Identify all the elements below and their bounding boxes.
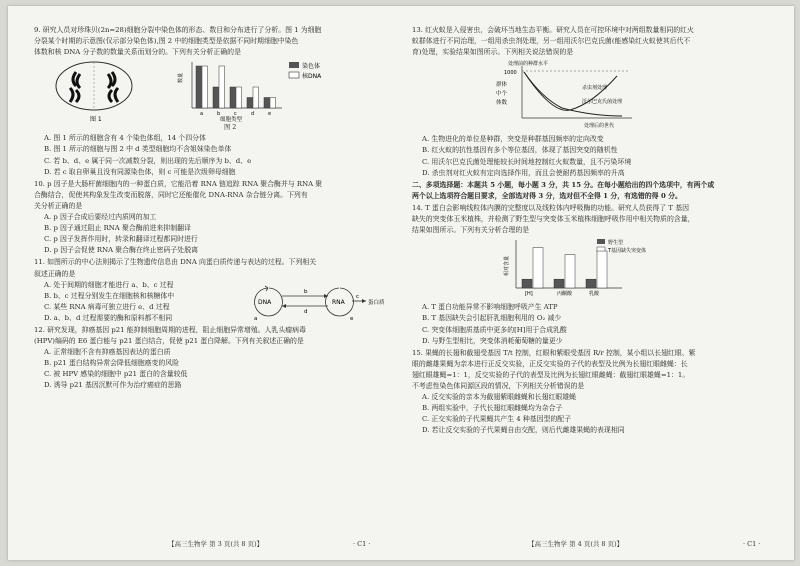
q11-stem-line: 叙述正确的是 [34,269,76,278]
left-page-code: · C1 · [353,540,371,548]
fig2-caption: 图 2 [224,124,237,132]
fig2-bar-a-dna [202,66,208,108]
q15-option-b[interactable]: B. 两组实验中，子代长翅红眼雌蝇均为杂合子 [422,404,563,413]
q12-stem-line: (HPV)编码的 E6 蛋白能与 p21 蛋白结合，促使 p21 蛋白降解。下列有关叙述正确的是 [34,337,304,346]
section-2-line2: 两个以上选项符合题目要求，全部选对得 3 分，选对但不全得 1 分，有选错的得 0 分。 [412,191,682,200]
fig2-bars [196,66,276,117]
q9-stem-line: 体数和核 DNA 分子数的数量关系而划分的。下列有关分析正确的是 [34,48,241,57]
fig2-bar-b-chromosome [213,87,219,108]
q13-xlabel: 处理后的世代 [584,123,615,130]
q9-option-d[interactable]: D. 若 c 取自卵巢且没有同源染色体，则 c 可能是次级卵母细胞 [44,167,236,176]
dogma-rna: RNA [332,298,345,306]
q13-curve2-label: 沃尔巴克氏菌处理 [582,99,623,106]
question-13 [412,25,774,179]
q10-option-a[interactable]: A. p 因子合成后要经过内质网的加工 [44,213,157,222]
q11-option-d[interactable]: D. a、b、d 过程需要的酶和原料都不相同 [44,313,173,322]
q14-bar-2-wild [586,279,596,288]
fig2-bar-d-chromosome [247,98,253,109]
q9-figure-svg [34,58,394,124]
q12-option-b[interactable]: B. p21 蛋白结构异常会降低细胞癌变的风险 [44,359,180,368]
q13-option-c[interactable]: C. 用沃尔巴克氏菌处理能较长时间地控制红火蚁数量，且不污染环境 [422,157,632,166]
q15-stem-line: 眼的雌雄果蝇为亲本进行正反交实验，正反交实验的子代的表型及比例为长翅红眼雌蝇：长 [412,359,688,368]
dogma-arrow-d: d [304,308,308,315]
q14-category-label: 丙酮酸 [557,291,573,298]
dogma-arrow-a: a [254,315,258,322]
q10-stem-line: 关分析正确的是 [34,201,83,210]
dogma-arrow-b: b [304,288,308,295]
q14-stem-line: 14. T 蛋白会影响线粒体内膜的完整度以及线粒体内呼吸酶的功能。研究人员获得了 T 基因 [412,203,689,212]
section-2-header [412,180,774,202]
dogma-dna: DNA [258,298,272,306]
q10-option-c[interactable]: C. p 因子发挥作用时，转录和翻译过程都同时进行 [44,235,198,244]
left-column [34,24,394,392]
q12-stem-line: 12. 研究发现，抑癌基因 p21 能抑制细胞周期的进程，阻止细胞异常增殖。人乳头瘤病毒 [34,325,306,334]
q11-option-a[interactable]: A. 处于间期的细胞才能进行 a、b、c 过程 [44,280,174,289]
q13-option-d[interactable]: D. 杀虫剂对红火蚁有定向选择作用，而且会使耐药基因频率的升高 [422,168,625,177]
q10-stem-line: 10. p 因子是大肠杆菌细胞内的一种蛋白质，它能沿着 RNA 链追踪 RNA 聚合酶并与 RNA 聚 [34,179,323,188]
q12-option-d[interactable]: D. 诱导 p21 基因沉默可作为治疗癌症的思路 [44,381,182,390]
q10-option-b[interactable]: B. p 因子通过阻止 RNA 聚合酶前进来抑制翻译 [44,224,191,233]
q10-stem-line: 合酶结合，促使其构象发生改变而脱落，同时它还能催化 DNA-RNA 杂合链分离。下列有 [34,190,308,199]
q14-bar-2-mutant [597,251,607,288]
fig1-cell-diagram [56,62,132,110]
fig2-bar-a-chromosome [196,66,202,108]
right-page-code: · C1 · [743,540,761,548]
q11-option-b[interactable]: B. b、c 过程分别发生在细胞核和核糖体中 [44,291,175,300]
q14-option-b[interactable]: B. T 基因缺失会引起肝乳细胞利用的 O₂ 减少 [422,314,562,323]
q14-stem-line: 缺失的突变体玉米植株，并检测了野生型与突变体玉米植株细胞呼吸作用中相关物质的含量， [412,215,695,224]
legend-dna: 核DNA [302,73,322,81]
legend-swatch-chromosome [289,62,299,68]
q13-ylabel-b: 中个 [496,91,508,98]
question-9 [34,25,394,178]
question-10 [34,179,394,257]
section-2-title: 二、多项选择题：本题共 5 小题，每小题 3 分，共 15 分。在每小题给出的四个选项中，有两个或 [412,180,715,189]
fig2-bar-d-dna [253,87,259,108]
q15-option-c[interactable]: C. 正交实验的子代果蝇共产生 4 种基因型的配子 [422,415,572,424]
q13-option-b[interactable]: B. 红火蚁的抗性基因有多个等位基因，体现了基因突变的随机性 [422,146,618,155]
fig2-xtick: e [268,111,272,118]
fig2-bar-e-chromosome [264,98,270,109]
q9-option-a[interactable]: A. 图 1 所示的细胞含有 4 个染色体组，14 个四分体 [44,134,206,143]
fig2-bar-c-chromosome [230,87,236,108]
q14-categories [525,290,600,297]
q13-ylabel-c: 体数 [496,100,508,107]
dogma-arrow-e: e [350,315,354,322]
dogma-protein: 蛋白质 [368,299,385,306]
fig2-xlabel: 细胞类型 [220,117,243,124]
question-14 [412,203,774,347]
q13-stem-line: 育)处理，实验结果如图所示。下列相关说法错误的是 [412,48,574,57]
q11-option-c[interactable]: C. 某些 RNA 病毒可独立进行 e、d 过程 [44,302,170,311]
q14-bar-0-mutant [533,248,543,288]
q15-stem-line: 翅红眼雄蝇=1：1，反交实验的子代的表型及比例为长翅红眼雌蝇：截翅红眼雄蝇=1：1。 [412,370,690,379]
q14-stem-line: 结果如图所示。下列有关分析合理的是 [412,226,530,235]
q14-bar-0-wild [522,279,532,288]
fig2-xtick: a [200,111,204,118]
q10-option-d[interactable]: D. p 因子会促使 RNA 聚合酶在终止密码子处脱离 [44,246,198,255]
q9-stem-line: 分裂某个时期的示意图(仅示部分染色体),图 2 中的细胞类型是依据不同时期细胞中染色 [34,37,299,46]
fig1-caption: 图 1 [90,116,102,124]
q14-legend-mutant: T基因缺失突变体 [608,248,647,255]
q14-option-c[interactable]: C. 突变体细胞质基质中更多的[H]用于合成乳酸 [422,325,567,334]
q9-option-b[interactable]: B. 图 1 所示的细胞与图 2 中 d 类型细胞均不含姐妹染色单体 [44,145,232,154]
fig2-bar-b-dna [219,66,225,108]
fig2-xtick: b [217,111,221,118]
fig2-ylabel: 数量 [178,73,184,84]
question-12 [34,325,394,392]
right-column [412,24,774,436]
q12-option-a[interactable]: A. 正常细胞不含有抑癌基因表达的蛋白质 [44,348,171,357]
q9-figures [34,58,394,124]
q13-option-a[interactable]: A. 生物进化的单位是种群，突变是种群基因频率的定向改变 [422,135,604,144]
legend-swatch-dna [289,72,299,78]
exam-sheet [8,6,794,560]
q15-option-a[interactable]: A. 反交实验的亲本为截翅紫眼雌蝇和长翅红眼雄蝇 [422,393,577,402]
q14-bar-1-mutant [565,255,575,288]
q9-stem-line: 9. 研究人员对珍珠贝(2n=28)细胞分裂中染色体的形态、数目和分布进行了分析。图 1 为细胞 [34,26,322,34]
q9-option-c[interactable]: C. 若 b、d、e 属于同一次减数分裂，则出现的先后顺序为 b、d、e [44,156,252,165]
q11-stem-line: 11. 如图所示的中心法则揭示了生物遗传信息由 DNA 向蛋白质传递与表达的过程。下列相关 [34,258,317,267]
q12-option-c[interactable]: C. 被 HPV 感染的细胞中 p21 蛋白的含量较低 [44,370,188,379]
fig2-xtick: d [251,111,255,118]
q15-stem-line: 不考虑性染色体同源区段的情况，下列相关分析错误的是 [412,381,585,390]
q14-bar-chart [412,236,772,298]
q13-ytick: 1000 [504,70,517,77]
q14-category-label: 乳酸 [589,291,600,298]
left-page-footer: 【高三生物学 第 3 页(共 8 页)】 [168,540,264,548]
q14-option-d[interactable]: D. 与野生型相比，突变体消耗葡萄糖的量更少 [422,336,563,345]
legend-chromosome: 染色体 [302,63,321,71]
q14-ylabel: 相对含量 [504,256,510,277]
question-15 [412,348,774,437]
q13-curve1-label: 杀虫剂处理 [582,85,608,92]
q14-legend-wild: 野生型 [608,240,624,247]
q15-option-d[interactable]: D. 若让反交实验的子代果蝇自由交配，则后代雌雄果蝇的表现相同 [422,426,625,435]
fig2-xtick: c [234,111,237,118]
q14-category-label: [H] [525,291,533,298]
q13-line-graph [412,58,772,130]
q13-dash-label: 处理前的种群水平 [508,61,549,68]
right-page-footer: 【高三生物学 第 4 页(共 8 页)】 [528,540,624,548]
dogma-arrow-c: c [356,293,360,300]
question-11 [34,257,394,324]
q13-stem-line: 蚁群体进行不同治理，一组用杀虫剂处理，另一组用沃尔巴克氏菌(能感染红火蚁使其后代不 [412,37,691,46]
q14-bars [522,248,607,288]
q13-ylabel-a: 群体 [496,82,508,89]
q14-option-a[interactable]: A. T 蛋白功能异常不影响细胞呼吸产生 ATP [422,303,558,312]
q15-stem-line: 15. 果蝇的长翅和截翅受基因 T/t 控制，红眼和紫眼受基因 R/r 控制，某小组以长翅红眼、紫 [412,348,696,357]
q14-bar-1-wild [554,279,564,288]
q13-stem-line: 13. 红火蚁是入侵害虫，会破坏当地生态平衡。研究人员在可控环境中对两组数量相同的红火 [412,26,694,34]
central-dogma-diagram [254,280,394,324]
fig2-bar-c-dna [236,87,242,108]
q14-legend-swatch-wild [597,239,605,244]
fig2-bar-e-dna [270,98,276,109]
